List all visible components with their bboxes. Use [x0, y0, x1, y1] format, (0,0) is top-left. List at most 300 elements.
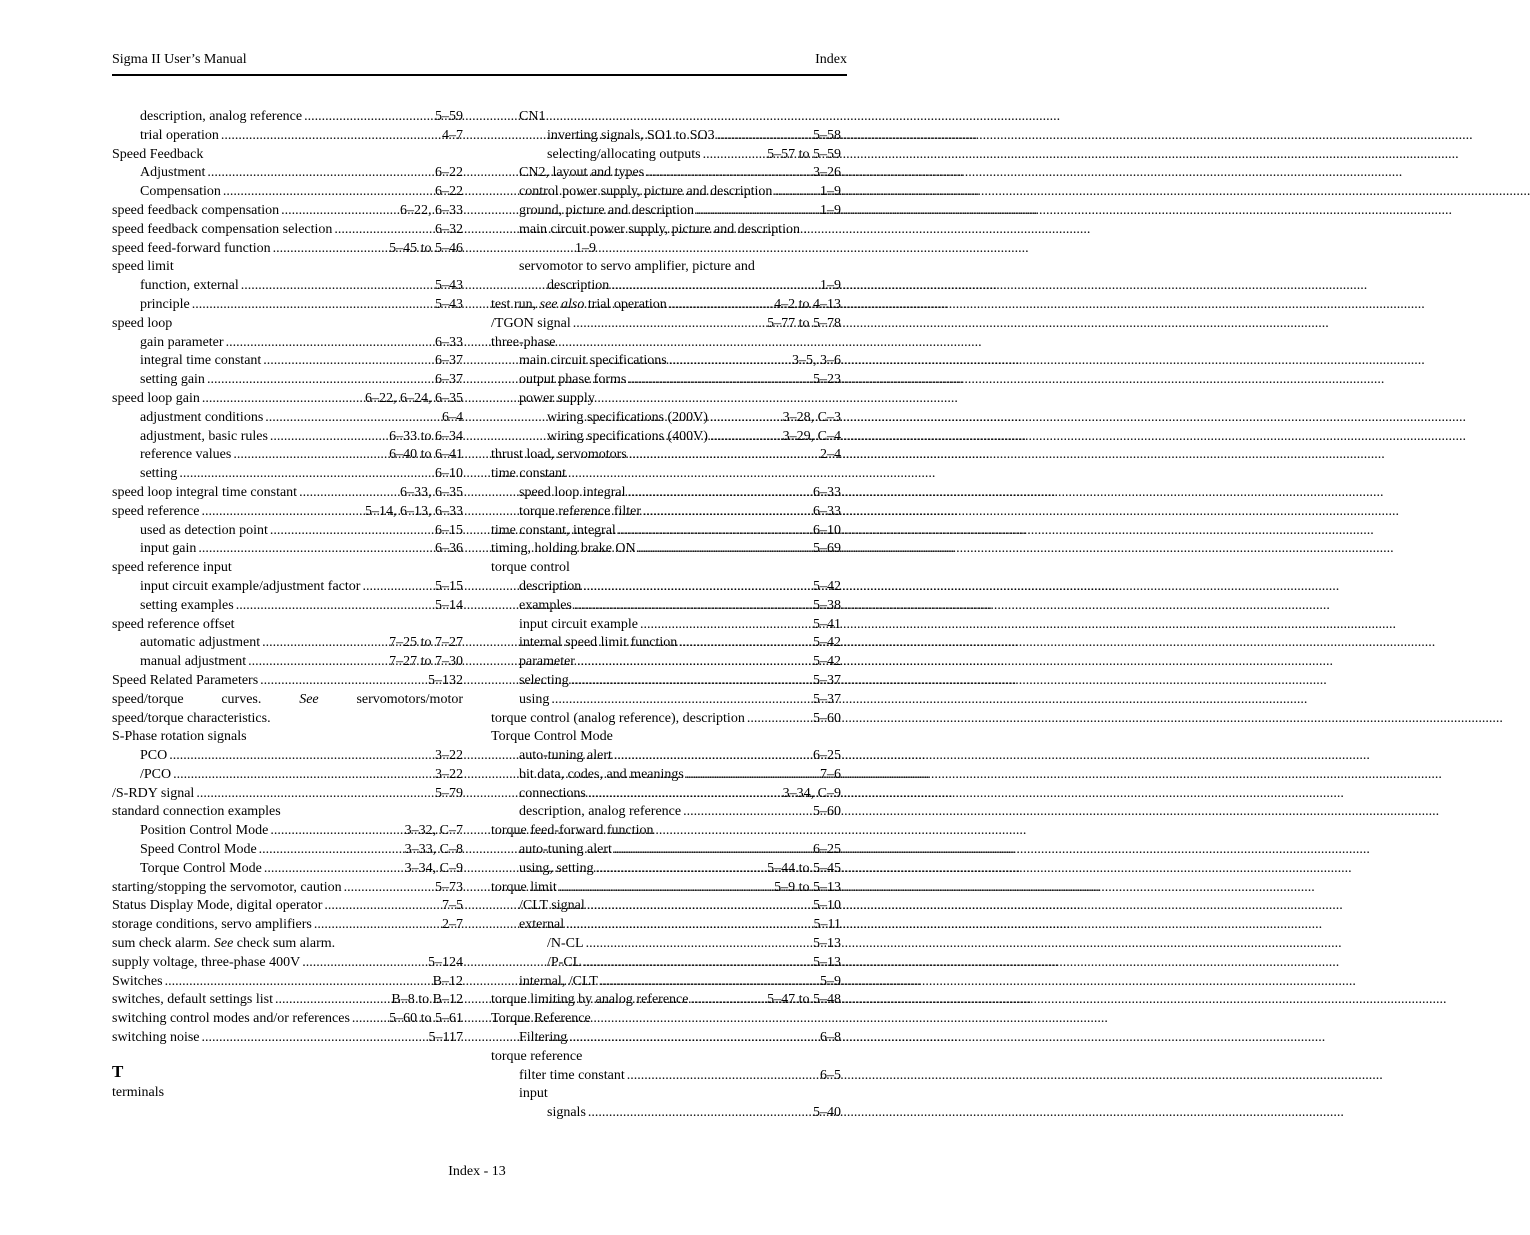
index-term: [519, 183, 772, 202]
index-term: [519, 803, 681, 822]
page-reference: 5–9: [820, 973, 841, 989]
page-reference: 6–8: [820, 1030, 841, 1046]
page-reference: 6–22, 6–24, 6–35: [365, 390, 463, 406]
index-term: [140, 409, 263, 428]
index-term-text: setting: [140, 466, 178, 482]
page-header: [112, 52, 847, 74]
index-term-text: speed/torque characteristics.: [112, 710, 271, 726]
index-term-text: Compensation: [140, 184, 221, 200]
index-term: [491, 710, 745, 729]
index-word: servomotors/motor: [356, 691, 463, 707]
index-entry: [491, 465, 841, 484]
page-reference: 7–6: [820, 766, 841, 782]
page-reference: 5–13: [813, 954, 841, 970]
page-reference: 5–79: [435, 785, 463, 801]
index-term-text: /P-CL: [547, 954, 582, 970]
index-entry: [112, 352, 463, 371]
index-term: [112, 710, 271, 729]
index-term-text: test run,: [491, 296, 537, 312]
index-term: [140, 578, 360, 597]
index-term: [112, 240, 271, 259]
index-term-text: Torque Reference: [491, 1011, 591, 1027]
index-term-text: /S-RDY signal: [112, 785, 195, 801]
dot-leader: [628, 484, 811, 503]
index-entry: [491, 578, 841, 597]
index-entry: [112, 653, 463, 672]
index-term-text: Status Display Mode, digital operator: [112, 898, 323, 914]
page-reference: 6–33: [435, 334, 463, 350]
index-entry: [112, 108, 463, 127]
index-entry: [491, 860, 841, 879]
dot-leader: [696, 202, 818, 221]
dot-leader: [646, 164, 811, 183]
dot-leader: [201, 503, 363, 522]
index-term: [491, 522, 616, 541]
dot-leader: [710, 409, 781, 428]
page-reference: 5–38: [813, 597, 841, 613]
index-entry: [112, 221, 463, 240]
index-term-text: adjustment conditions: [140, 409, 264, 425]
index-term: [491, 296, 667, 315]
index-term: [140, 164, 205, 183]
page-reference: 5–77 to 5–78: [767, 315, 841, 331]
dot-leader: [638, 540, 811, 559]
index-entry: [491, 334, 841, 353]
page-reference: 6–15: [435, 522, 463, 538]
index-entry: [491, 1067, 841, 1086]
page-reference: B–8 to B–12: [391, 992, 463, 1008]
dot-leader: [192, 296, 433, 315]
index-entry: [112, 672, 463, 691]
index-term: [547, 127, 715, 146]
index-word: curves.: [221, 691, 262, 707]
index-term-text: function, external: [140, 278, 239, 294]
dot-leader: [717, 127, 811, 146]
index-term-text: auto-tuning alert: [519, 748, 612, 764]
index-entry: [491, 991, 841, 1010]
index-entry: [112, 334, 463, 353]
index-term-text: wiring specifications (400V): [547, 428, 708, 444]
page-reference: 6–10: [813, 522, 841, 538]
index-term-text: speed feed-forward function: [112, 240, 271, 256]
dot-leader: [611, 277, 818, 296]
index-term-text: speed loop integral: [519, 484, 626, 500]
index-entry: [112, 935, 463, 954]
index-entry: [112, 202, 463, 221]
index-term: [112, 991, 273, 1010]
dot-leader: [669, 352, 790, 371]
index-entry: [491, 653, 841, 672]
page-reference: 5–9 to 5–13: [774, 879, 841, 895]
index-entry: [112, 879, 463, 898]
dot-leader: [198, 540, 433, 559]
index-term-text: main circuit power supply, picture and description .: [519, 221, 807, 237]
index-term: [491, 991, 688, 1010]
index-term-text: speed limit: [112, 259, 174, 275]
index-term: [519, 371, 626, 390]
index-term-text: Switches: [112, 973, 163, 989]
index-term-text: input circuit example/adjustment factor: [140, 578, 361, 594]
index-term-text: principle: [140, 296, 190, 312]
dot-leader: [683, 803, 811, 822]
index-term: [491, 559, 570, 578]
index-term-text: trial operation: [587, 296, 667, 312]
dot-leader: [583, 578, 811, 597]
index-term: [112, 1029, 200, 1048]
index-entry: [491, 258, 841, 277]
index-term-text: external: [519, 917, 565, 933]
dot-leader: [352, 1010, 387, 1029]
page-reference: 5–47 to 5–48: [767, 992, 841, 1008]
index-entry: [491, 127, 841, 146]
index-term: [491, 446, 627, 465]
dot-leader: [273, 240, 388, 259]
page-reference: 5–60 to 5–61: [389, 1011, 463, 1027]
index-term-text: speed reference: [112, 503, 200, 519]
index-entry: [491, 146, 841, 165]
index-term: [519, 653, 575, 672]
dot-leader: [679, 634, 811, 653]
index-term-text: torque control (analog reference), description: [491, 710, 745, 726]
index-entry: [112, 390, 463, 409]
dot-leader: [281, 202, 398, 221]
index-entry: [491, 108, 841, 127]
index-term: [519, 352, 667, 371]
index-entry: [491, 164, 841, 183]
index-term: [491, 315, 571, 334]
dot-leader: [196, 785, 433, 804]
index-entry: [491, 879, 841, 898]
index-entry: [112, 728, 463, 747]
index-entry: [112, 409, 463, 428]
index-entry: [491, 446, 841, 465]
index-term-text: torque feed-forward function: [491, 823, 654, 839]
dot-leader: [600, 973, 818, 992]
index-term-text: main circuit specifications: [519, 353, 667, 369]
dot-leader: [614, 841, 811, 860]
index-term: [519, 916, 564, 935]
index-entry: [491, 484, 841, 503]
index-term: [112, 728, 247, 747]
index-term: [140, 822, 268, 841]
index-entry: [491, 1048, 841, 1067]
page-reference: B–12: [432, 973, 463, 989]
index-term-text: examples: [519, 597, 572, 613]
index-entry: [491, 1104, 841, 1123]
index-term-text: description, analog reference: [519, 804, 682, 820]
index-term: [140, 747, 167, 766]
index-entry: [491, 1010, 841, 1029]
index-term-text: torque limiting by analog reference: [491, 992, 689, 1008]
page-reference: 5–58: [813, 127, 841, 143]
index-term-text: time constant: [491, 466, 567, 482]
dot-leader: [629, 446, 818, 465]
dot-leader: [324, 897, 440, 916]
index-term: [140, 428, 268, 447]
dot-leader: [270, 522, 433, 541]
index-term: [140, 522, 268, 541]
dot-leader: [173, 766, 433, 785]
index-entry: [112, 465, 463, 484]
page-reference: 5–132: [428, 672, 463, 688]
index-term: [547, 935, 584, 954]
index-term-text: using, setting: [519, 860, 594, 876]
index-term: [112, 879, 342, 898]
page-reference: 5–73: [435, 879, 463, 895]
index-entry: [112, 146, 463, 165]
index-term-text: storage conditions, servo amplifiers: [112, 917, 312, 933]
index-term-text: /N-CL: [547, 936, 584, 952]
index-term: [140, 296, 190, 315]
page-reference: 4–7: [442, 127, 463, 143]
index-term: [112, 390, 200, 409]
index-term-text: torque reference filter: [519, 503, 642, 519]
page-reference: 7–27 to 7–30: [389, 654, 463, 670]
dot-leader: [362, 578, 433, 597]
index-entry: [491, 522, 841, 541]
index-term-text: torque limit: [491, 879, 557, 895]
index-term-text: input: [519, 1086, 548, 1102]
index-term-text: manual adjustment: [140, 654, 247, 670]
dot-leader: [179, 465, 433, 484]
page-reference: 3–34, C–9: [782, 785, 841, 801]
index-term-text: Position Control Mode: [140, 823, 269, 839]
index-term-text: Torque Control Mode: [491, 729, 613, 745]
page-reference: 5–45 to 5–46: [389, 240, 463, 256]
dot-leader: [686, 766, 818, 785]
index-term-text: ground, picture and description: [519, 202, 694, 218]
index-term-text: /PCO: [140, 766, 172, 782]
page-reference: 3–33, C–8: [404, 842, 463, 858]
index-term: [519, 634, 677, 653]
dot-leader: [270, 822, 402, 841]
index-entry: [491, 1029, 841, 1048]
index-term-text: CN2, layout and types: [519, 165, 645, 181]
index-term: [140, 183, 221, 202]
index-entry: [112, 428, 463, 447]
dot-leader: [259, 841, 403, 860]
page-reference: 1–9: [820, 184, 841, 200]
index-term: [140, 860, 262, 879]
page-reference: 6–32: [435, 221, 463, 237]
dot-leader: [571, 672, 811, 691]
page-reference: 3–29, C–4: [782, 428, 841, 444]
index-word: speed/torque: [112, 691, 184, 707]
index-entry: [491, 221, 841, 240]
index-entry: [491, 503, 841, 522]
section-letter-t: T: [112, 1061, 124, 1081]
index-term-text: speed reference offset: [112, 616, 235, 632]
page-reference: 5–124: [428, 954, 463, 970]
index-term: [491, 822, 653, 841]
index-entry: [491, 371, 841, 390]
index-entry: [491, 954, 841, 973]
index-term: [575, 240, 596, 259]
dot-leader: [207, 371, 433, 390]
page-reference: 6–22: [435, 184, 463, 200]
index-entry: [112, 766, 463, 785]
index-word: See: [299, 691, 319, 707]
dot-leader: [690, 991, 765, 1010]
page-reference: 5–40: [813, 1105, 841, 1121]
dot-leader: [233, 446, 387, 465]
page-reference: 5–44 to 5–45: [767, 860, 841, 876]
index-entry: [112, 296, 463, 315]
index-entry: [491, 747, 841, 766]
index-term-text: gain parameter: [140, 334, 224, 350]
index-term: [140, 766, 171, 785]
page-reference: 5–59: [435, 109, 463, 124]
dot-leader: [262, 634, 387, 653]
index-entry: [112, 710, 463, 729]
dot-leader: [314, 916, 440, 935]
dot-leader: [169, 747, 433, 766]
dot-leader: [202, 390, 363, 409]
dot-leader: [628, 371, 811, 390]
index-term: [112, 146, 203, 165]
index-column-right: [491, 108, 841, 1123]
page-reference: 5–15: [435, 578, 463, 594]
dot-leader: [263, 352, 433, 371]
dot-leader: [669, 296, 772, 315]
page-reference: 5–60: [813, 804, 841, 820]
dot-leader: [586, 935, 811, 954]
index-term: [112, 202, 279, 221]
index-entry: [112, 277, 463, 296]
dot-leader: [573, 315, 765, 334]
dot-leader: [223, 183, 433, 202]
index-term-text: input gain: [140, 541, 197, 557]
index-entry: [112, 747, 463, 766]
index-term-text: CN1: [519, 109, 546, 124]
dot-leader: [551, 691, 811, 710]
page-reference: 6–37: [435, 353, 463, 369]
dot-leader: [334, 221, 433, 240]
index-entry: [491, 916, 841, 935]
index-term: [491, 540, 636, 559]
index-term-text: internal, /CLT: [519, 973, 598, 989]
index-entry: [112, 822, 463, 841]
index-entry: [491, 691, 841, 710]
manual-title: Sigma II User’s Manual: [112, 52, 247, 67]
index-term-text: thrust load, servomotors: [491, 447, 627, 463]
page-reference: 6–10: [435, 466, 463, 482]
dot-leader: [265, 409, 440, 428]
dot-leader: [588, 1104, 811, 1123]
page-reference: 5–60: [813, 710, 841, 726]
index-term: [547, 146, 701, 165]
index-term: [112, 803, 281, 822]
index-term: [112, 916, 312, 935]
index-term: [140, 540, 196, 559]
dot-leader: [202, 1029, 427, 1048]
index-entry: [112, 973, 463, 992]
dot-leader: [299, 484, 398, 503]
index-entry: [491, 822, 841, 841]
index-term: [519, 616, 638, 635]
page-reference: 5–117: [428, 1030, 463, 1046]
index-entry: [112, 522, 463, 541]
dot-leader: [248, 653, 387, 672]
index-term: [112, 973, 163, 992]
index-entry: [112, 954, 463, 973]
index-term: [112, 503, 199, 522]
index-entry: [112, 991, 463, 1010]
index-term-text: bit data, codes, and meanings: [519, 766, 684, 782]
index-term-text: terminals: [112, 1084, 165, 1100]
page-reference: 3–26: [813, 165, 841, 181]
index-term-text: signals: [547, 1105, 586, 1121]
index-term-text: speed reference input: [112, 560, 232, 576]
dot-leader: [710, 428, 781, 447]
index-entry: [491, 277, 841, 296]
page-reference: 2–4: [820, 447, 841, 463]
index-term: [140, 446, 231, 465]
index-term-text: description: [519, 578, 582, 594]
page-reference: 1–9: [820, 278, 841, 294]
index-entry: [112, 315, 463, 334]
index-term-text: adjustment, basic rules: [140, 428, 268, 444]
index-term: [140, 841, 257, 860]
index-entry: [112, 634, 463, 653]
page-reference: 5–41: [813, 616, 841, 632]
header-rule: [112, 74, 847, 76]
index-term-text: auto-tuning alert: [519, 842, 612, 858]
index-term: [140, 277, 239, 296]
index-term-text: setting examples: [140, 597, 234, 613]
index-entry: [112, 258, 463, 277]
index-entry: [112, 503, 463, 522]
index-term-text: speed feedback compensation: [112, 202, 280, 218]
index-term: [140, 653, 246, 672]
page-reference: 3–34, C–9: [404, 860, 463, 876]
index-entry: [112, 897, 463, 916]
index-entry: [112, 1084, 463, 1103]
index-term-text: parameter: [519, 654, 575, 670]
index-term: [519, 258, 755, 277]
dot-leader: [241, 277, 433, 296]
dot-leader: [596, 860, 765, 879]
index-term: [519, 484, 626, 503]
index-entry: [491, 766, 841, 785]
index-term: [519, 221, 807, 240]
index-term: [519, 766, 684, 785]
index-term: [519, 860, 594, 879]
index-entry: [491, 1085, 841, 1104]
dot-leader: [587, 897, 811, 916]
index-term-text: check sum alarm.: [236, 936, 336, 952]
index-entry: [491, 785, 841, 804]
index-term: [112, 672, 258, 691]
index-term-text: control power supply, picture and description: [519, 184, 773, 200]
index-term: [112, 1010, 350, 1029]
page-reference: 5–11: [813, 917, 841, 933]
index-term: [140, 127, 219, 146]
index-entry: [491, 559, 841, 578]
index-entry: [112, 127, 463, 146]
page-reference: 5–69: [813, 541, 841, 557]
index-term-text: time constant, integral: [491, 522, 616, 538]
dot-leader: [264, 860, 403, 879]
index-term-text: /TGON signal: [491, 315, 571, 331]
index-entry: [112, 164, 463, 183]
dot-leader: [221, 127, 440, 146]
page-reference: 1–9: [820, 202, 841, 218]
index-term-text: trial operation: [140, 127, 219, 143]
page-reference: 2–7: [442, 917, 463, 933]
page-reference: 3–28, C–3: [782, 409, 841, 425]
dot-leader: [226, 334, 433, 353]
